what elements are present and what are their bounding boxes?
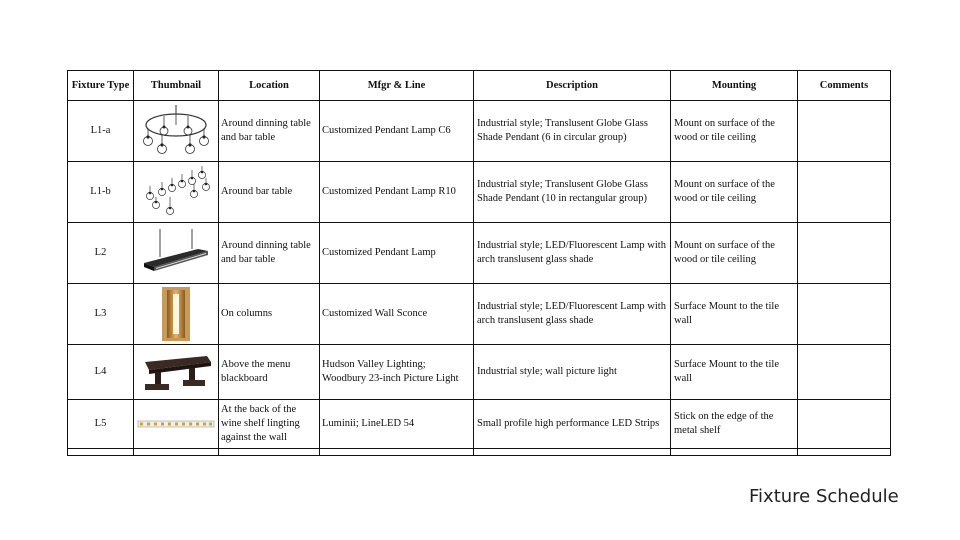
- linear-pendant-icon: [138, 227, 214, 279]
- comments-cell: [798, 223, 891, 284]
- comments-cell: [798, 162, 891, 223]
- thumbnail-cell: [134, 284, 219, 345]
- header-description: Description: [474, 71, 671, 101]
- picture-light-icon: [137, 350, 215, 394]
- mfgr-line-cell: Luminii; LineLED 54: [320, 400, 474, 449]
- fixture-schedule-table: [67, 70, 891, 456]
- table-row: [68, 223, 891, 284]
- header-mfgr-line: Mfgr & Line: [320, 71, 474, 101]
- fixture-type-cell: L1-b: [68, 162, 134, 223]
- circular-pendant-cluster-icon: [138, 103, 214, 159]
- mounting-cell: Surface Mount to the tile wall: [671, 284, 798, 345]
- slide-title: Fixture Schedule: [749, 486, 899, 507]
- header-comments: Comments: [798, 71, 891, 101]
- mounting-cell: Surface Mount to the tile wall: [671, 345, 798, 400]
- comments-cell: [798, 400, 891, 449]
- description-cell: Industrial style; LED/Fluorescent Lamp with arch translusent glass shade: [474, 284, 671, 345]
- fixture-type-cell: L3: [68, 284, 134, 345]
- comments-cell: [798, 345, 891, 400]
- rectangular-pendant-cluster-icon: [136, 164, 216, 220]
- table-row: [68, 400, 891, 449]
- header-thumbnail: Thumbnail: [134, 71, 219, 101]
- description-cell: Industrial style; LED/Fluorescent Lamp with arch translusent glass shade: [474, 223, 671, 284]
- fixture-type-cell: L2: [68, 223, 134, 284]
- table-row: [68, 162, 891, 223]
- description-cell: Industrial style; wall picture light: [474, 345, 671, 400]
- table-row: [68, 284, 891, 345]
- description-cell: Industrial style; Translusent Globe Glass Shade Pendant (10 in rectangular group): [474, 162, 671, 223]
- mfgr-line-cell: Customized Pendant Lamp: [320, 223, 474, 284]
- table-row: [68, 345, 891, 400]
- thumbnail-cell: [134, 101, 219, 162]
- description-cell: Small profile high performance LED Strips: [474, 400, 671, 449]
- mfgr-line-cell: Hudson Valley Lighting; Woodbury 23-inch Picture Light: [320, 345, 474, 400]
- comments-cell: [798, 101, 891, 162]
- header-row: [68, 71, 891, 101]
- thumbnail-cell: [134, 223, 219, 284]
- location-cell: On columns: [219, 284, 320, 345]
- table-row: [68, 101, 891, 162]
- header-fixture-type: Fixture Type: [68, 71, 134, 101]
- table-row-cutoff: [68, 449, 891, 456]
- thumbnail-cell: [134, 162, 219, 223]
- fixture-type-cell: L4: [68, 345, 134, 400]
- led-strip-icon: [137, 418, 215, 430]
- mounting-cell: Mount on surface of the wood or tile ceiling: [671, 101, 798, 162]
- fixture-type-cell: L1-a: [68, 101, 134, 162]
- header-mounting: Mounting: [671, 71, 798, 101]
- header-location: Location: [219, 71, 320, 101]
- mounting-cell: Stick on the edge of the metal shelf: [671, 400, 798, 449]
- location-cell: Around dinning table and bar table: [219, 101, 320, 162]
- fixture-type-cell: L5: [68, 400, 134, 449]
- location-cell: Around bar table: [219, 162, 320, 223]
- wall-sconce-icon: [161, 286, 191, 342]
- comments-cell: [798, 284, 891, 345]
- mfgr-line-cell: Customized Pendant Lamp C6: [320, 101, 474, 162]
- thumbnail-cell: [134, 345, 219, 400]
- mfgr-line-cell: Customized Wall Sconce: [320, 284, 474, 345]
- mfgr-line-cell: Customized Pendant Lamp R10: [320, 162, 474, 223]
- location-cell: Above the menu blackboard: [219, 345, 320, 400]
- mounting-cell: Mount on surface of the wood or tile ceiling: [671, 223, 798, 284]
- thumbnail-cell: [134, 400, 219, 449]
- mounting-cell: Mount on surface of the wood or tile ceiling: [671, 162, 798, 223]
- location-cell: Around dinning table and bar table: [219, 223, 320, 284]
- description-cell: Industrial style; Translusent Globe Glass Shade Pendant (6 in circular group): [474, 101, 671, 162]
- location-cell: At the back of the wine shelf lingting against the wall: [219, 400, 320, 449]
